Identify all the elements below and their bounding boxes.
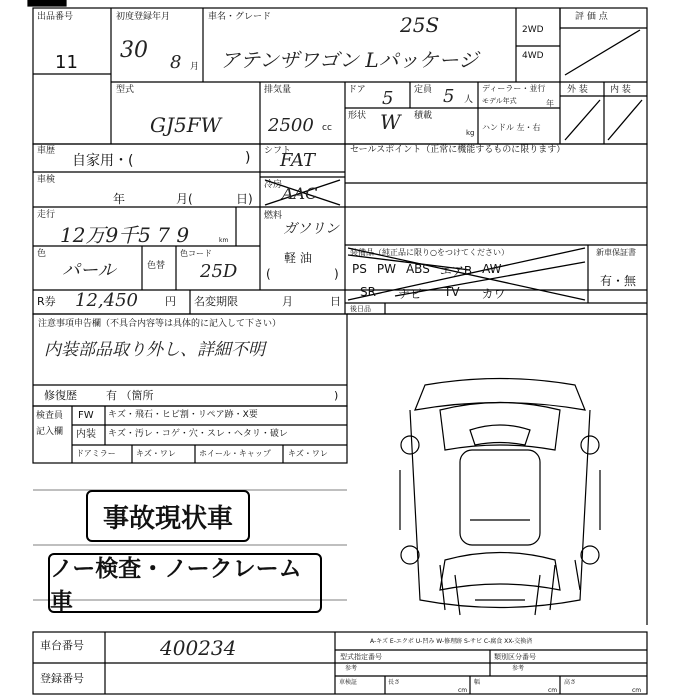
- length-label: 長さ: [388, 679, 401, 686]
- kg-unit: kg: [466, 129, 475, 137]
- equipment-tv: TV: [443, 285, 460, 299]
- usage-type-label: 車歴: [37, 146, 56, 156]
- equipment-airbag: エアB: [439, 264, 473, 278]
- interior-label: 内 装: [610, 85, 631, 95]
- registration-year: 30: [120, 38, 148, 63]
- year-unit: 年: [546, 99, 554, 108]
- class-number-note: 参考: [512, 665, 525, 672]
- capacity: 5: [443, 86, 455, 107]
- displacement: 2500: [268, 115, 314, 136]
- color-code-label: 色コード: [180, 249, 212, 258]
- inspection-month-word: 月(: [176, 192, 193, 206]
- color-value: パール: [62, 260, 116, 281]
- equipment-row-1: [352, 262, 501, 279]
- mileage-value: 12万9千5 7 9: [60, 223, 190, 247]
- ac-label: 冷房: [264, 180, 283, 190]
- name-grade-label: 車名・グレード: [208, 12, 272, 22]
- recolor-label: 色替: [147, 261, 166, 271]
- equipment-leather: カワ: [481, 287, 506, 301]
- displacement-label: 排気量: [264, 85, 292, 95]
- equipment-pw: PW: [376, 262, 396, 276]
- inspector-fw-text: キズ・飛石・ヒビ割・リペア跡・X要: [108, 410, 258, 420]
- class-number-label: 類別区分番号: [494, 653, 536, 661]
- registration-month: 8: [170, 52, 182, 73]
- name-change-day: 日: [330, 295, 341, 308]
- height-label: 高さ: [564, 679, 577, 686]
- length-cm: cm: [458, 687, 468, 694]
- dealer-label: ディーラー・並行: [482, 84, 546, 93]
- inspection-year-word: 年: [113, 192, 126, 206]
- usage-type-close: ): [245, 150, 251, 166]
- name-change-label: 名変期限: [194, 295, 238, 308]
- inspector-mirror-damage: キズ・ワレ: [136, 449, 176, 458]
- lot-number-label: 出品番号: [37, 12, 74, 22]
- model-year-label: モデル年式: [482, 97, 517, 105]
- shift-value: FAT: [280, 150, 315, 171]
- fuel-alt: 軽 油: [284, 251, 312, 265]
- month-unit: 月: [190, 62, 200, 72]
- cc-unit: cc: [322, 123, 332, 133]
- grade-code: 25S: [400, 13, 440, 37]
- door-count: 5: [382, 88, 394, 109]
- recycle-amount: 12,450: [75, 290, 138, 311]
- color-code: 25D: [200, 261, 238, 282]
- exterior-label: 外 装: [567, 85, 588, 95]
- repair-history-value: 有 （箇所: [106, 389, 154, 402]
- km-unit: km: [219, 237, 229, 244]
- load-label: 積載: [414, 111, 433, 121]
- vehicle-diagram: [400, 379, 600, 616]
- handle-label: ハンドル 左・右: [482, 123, 541, 132]
- chassis-label: 車台番号: [40, 639, 84, 652]
- equipment-aw: AW: [482, 262, 502, 276]
- color-label: 色: [37, 249, 47, 259]
- registration-number-label: 登録番号: [40, 672, 84, 685]
- inspection-day-word: 日): [236, 192, 253, 206]
- later-items-label: 後日品: [350, 305, 371, 313]
- equipment-navi: ナビ: [397, 287, 422, 301]
- repair-history-close: ): [334, 389, 339, 402]
- inspection-label: 車検: [37, 175, 56, 185]
- drive-4wd: 4WD: [522, 51, 544, 61]
- lot-number: 11: [55, 52, 78, 73]
- width-cm: cm: [548, 687, 558, 694]
- mileage-label: 走行: [37, 210, 56, 220]
- accident-stamp: 事故現状車: [86, 490, 250, 542]
- name-change-month: 月: [282, 295, 293, 308]
- inspector-fw-key: FW: [78, 410, 94, 421]
- fuel-value: ガソリン: [283, 221, 339, 237]
- shape: W: [380, 110, 401, 134]
- equipment-row-2: [360, 285, 506, 302]
- shape-label: 形状: [348, 111, 367, 121]
- width-label: 幅: [474, 679, 481, 686]
- sales-point-label: セールスポイント（正常に機能するものに限ります）: [350, 145, 566, 155]
- yen-unit: 円: [165, 295, 176, 308]
- drive-2wd: 2WD: [522, 25, 544, 35]
- inspector-entry-label: 記入欄: [36, 427, 64, 437]
- inspector-interior-text: キズ・汚レ・コゲ・穴・スレ・ヘタリ・破レ: [108, 429, 288, 439]
- new-warranty-label: 新車保証書: [596, 248, 636, 257]
- recycle-label: R券: [37, 295, 56, 308]
- no-claim-stamp: ノー検査・ノークレーム車: [48, 553, 322, 613]
- height-cm: cm: [632, 687, 642, 694]
- damage-legend: A-キズ E-エクボ U-凹み W-修理跡 S-サビ C-腐食 XX-交換済: [370, 638, 533, 645]
- chassis-number: 400234: [160, 636, 237, 660]
- model-code: GJ5FW: [150, 113, 222, 137]
- inspector-mirror: ドアミラー: [76, 449, 116, 458]
- inspector-interior-key: 内装: [76, 429, 96, 440]
- inspector-label: 検査員: [36, 411, 64, 421]
- model-label: 型式: [116, 85, 135, 95]
- fuel-paren-close: ): [334, 267, 339, 281]
- ac-value: AAC: [282, 184, 318, 203]
- fuel-paren-open: (: [266, 267, 271, 281]
- capacity-label: 定員: [414, 85, 433, 95]
- car-name: アテンザワゴン Lパッケージ: [220, 48, 479, 72]
- notes-text: 内装部品取り外し、詳細不明: [44, 340, 265, 360]
- shift-label: シフト: [264, 146, 292, 156]
- certificate-label: 車検証: [339, 679, 358, 686]
- equipment-ps: PS: [352, 262, 367, 276]
- score-label: 評 価 点: [575, 12, 608, 22]
- equipment-label: 装備品（純正品に限り○をつけてください）: [350, 248, 509, 257]
- equipment-sr: SR: [360, 285, 376, 299]
- door-label: ドア: [348, 85, 366, 95]
- cert-number-label: 型式指定番号: [340, 653, 382, 661]
- cert-number-note: 参考: [345, 665, 358, 672]
- inspector-wheel: ホイール・キャップ: [199, 449, 271, 458]
- notes-label: 注意事項申告欄（不具合内容等は具体的に記入して下さい）: [38, 319, 282, 329]
- equipment-abs: ABS: [405, 262, 430, 276]
- inspector-wheel-damage: キズ・ワレ: [288, 449, 328, 458]
- usage-type: 自家用・(: [72, 153, 134, 169]
- first-registration-label: 初度登録年月: [116, 12, 171, 22]
- fuel-label: 燃料: [264, 211, 283, 221]
- new-warranty-value: 有・無: [600, 274, 637, 288]
- repair-history-label: 修復歴: [44, 389, 77, 402]
- person-unit: 人: [464, 95, 474, 105]
